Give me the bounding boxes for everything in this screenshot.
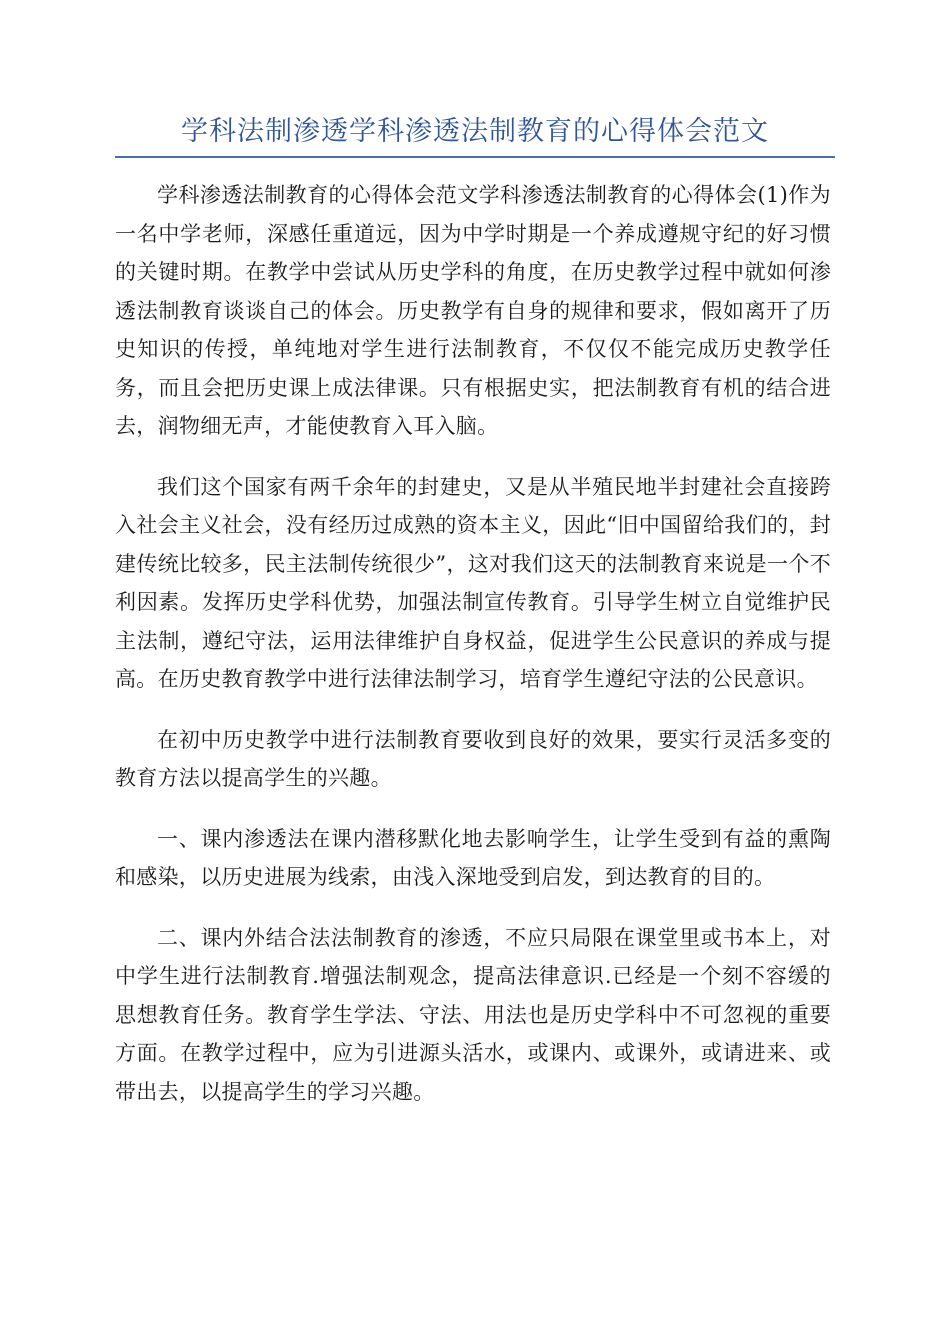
paragraph-4: 一、课内渗透法在课内潜移默化地去影响学生，让学生受到有益的熏陶和感染，以历史进展为线索，由浅入深地受到启发，到达教育的目的。 bbox=[115, 826, 831, 889]
title-block bbox=[115, 112, 835, 158]
document-title: 学科法制渗透学科渗透法制教育的心得体会范文 bbox=[181, 116, 769, 147]
paragraph-1: 学科渗透法制教育的心得体会范文学科渗透法制教育的心得体会(1)作为一名中学老师，深感任重道远，因为中学时期是一个养成遵规守纪的好习惯的关键时期。在教学中尝试从历史学科的角度，在历史教学过程中就如何渗透法制教育谈谈自己的体会。历史教学有自身的规律和要求，假如离开了历史知识的传授，单纯地对学生进行法制教育，不仅仅不能完成历史教学任务，而且会把历史课上成法律课。只有根据史实，把法制教育有机的结合进去，润物细无声，才能使教育入耳入脑。 bbox=[115, 183, 831, 438]
paragraph-2: 我们这个国家有两千余年的封建史，又是从半殖民地半封建社会直接跨入社会主义社会，没有经历过成熟的资本主义，因此“旧中国留给我们的，封建传统比较多，民主法制传统很少”，这对我们这天的法制教育来说是一个不利因素。发挥历史学科优势，加强法制宣传教育。引导学生树立自觉维护民主法制，遵纪守法，运用法律维护自身权益，促进学生公民意识的养成与提高。在历史教育教学中进行法律法制学习，培育学生遵纪守法的公民意识。 bbox=[115, 474, 831, 691]
document-body bbox=[115, 176, 831, 1133]
paragraph-5: 二、课内外结合法法制教育的渗透，不应只局限在课堂里或书本上，对中学生进行法制教育.增强法制观念，提高法律意识.已经是一个刻不容缓的思想教育任务。教育学生学法、守法、用法也是历史学科中不可忽视的重要方面。在教学过程中，应为引进源头活水，或课内、或课外，或请进来、或带出去，以提高学生的学习兴趣。 bbox=[115, 925, 831, 1104]
paragraph-3: 在初中历史教学中进行法制教育要收到良好的效果，要实行灵活多变的教育方法以提高学生的兴趣。 bbox=[115, 727, 831, 790]
